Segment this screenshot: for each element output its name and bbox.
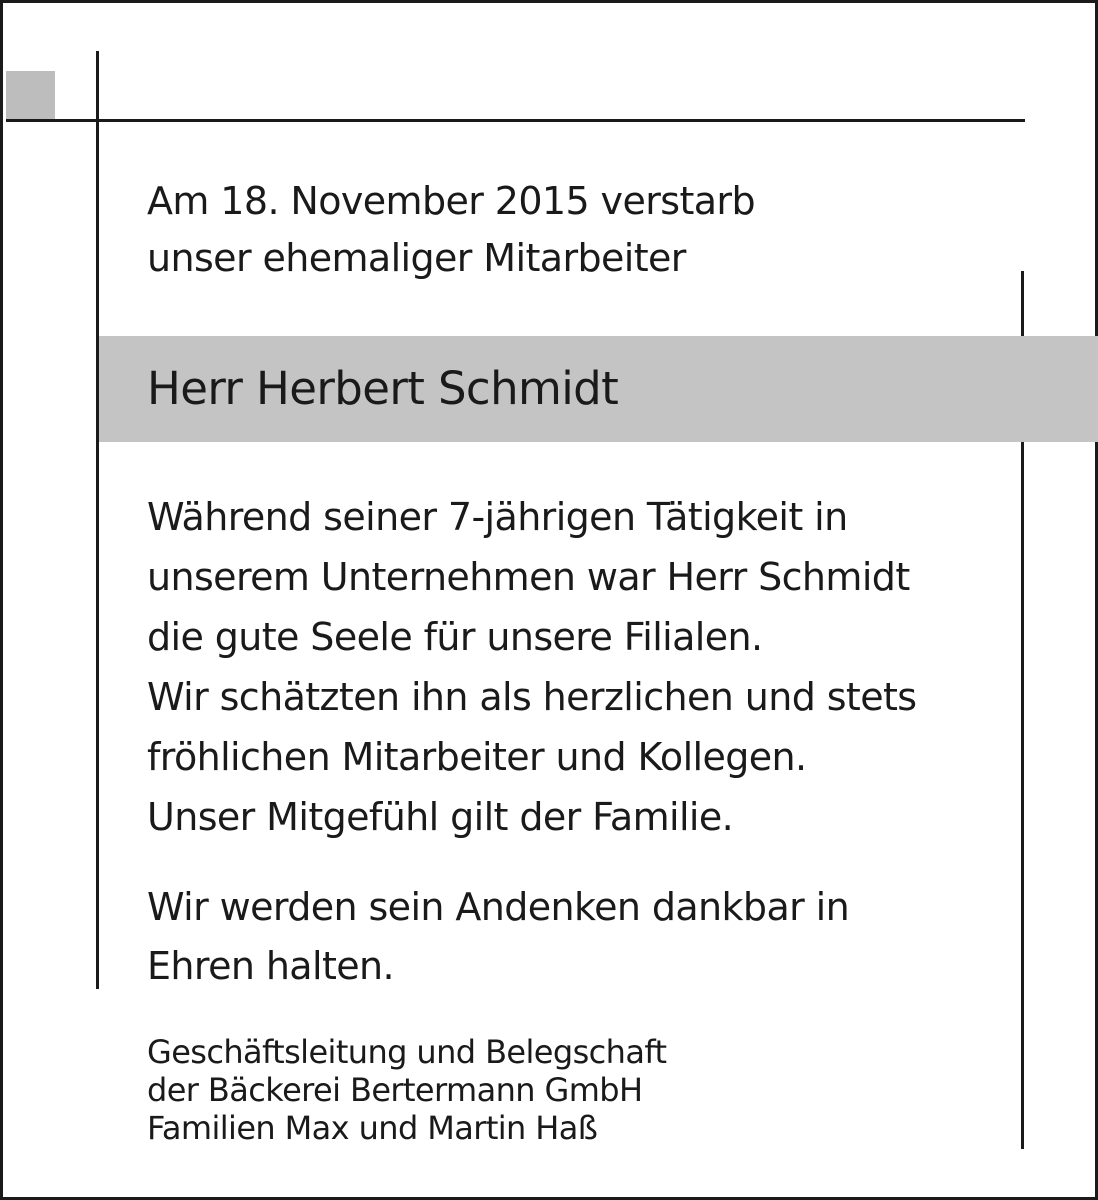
tribute-line: Unser Mitgefühl gilt der Familie. — [147, 795, 734, 839]
left-vertical-rule — [96, 51, 99, 989]
tribute-line: fröhlichen Mitarbeiter und Kollegen. — [147, 735, 807, 779]
tribute-line: die gute Seele für unsere Filialen. — [147, 615, 763, 659]
intro-line: unser ehemaliger Mitarbeiter — [147, 236, 686, 280]
signature-line: der Bäckerei Bertermann GmbH — [147, 1071, 643, 1109]
decorative-gray-square — [6, 71, 55, 119]
signature-block — [147, 1033, 666, 1147]
deceased-name: Herr Herbert Schmidt — [147, 362, 619, 415]
signature-line: Familien Max und Martin Haß — [147, 1109, 598, 1147]
closing-line: Ehren halten. — [147, 944, 394, 988]
tribute-line: Wir schätzten ihn als herzlichen und stets — [147, 675, 917, 719]
closing-text — [147, 878, 849, 996]
tribute-line: unserem Unternehmen war Herr Schmidt — [147, 555, 910, 599]
closing-line: Wir werden sein Andenken dankbar in — [147, 885, 850, 929]
tribute-text — [147, 487, 916, 847]
intro-line: Am 18. November 2015 verstarb — [147, 179, 755, 223]
tribute-line: Während seiner 7-jährigen Tätigkeit in — [147, 495, 848, 539]
intro-text — [147, 173, 755, 287]
signature-line: Geschäftsleitung und Belegschaft — [147, 1033, 667, 1071]
top-horizontal-rule — [6, 119, 1025, 122]
